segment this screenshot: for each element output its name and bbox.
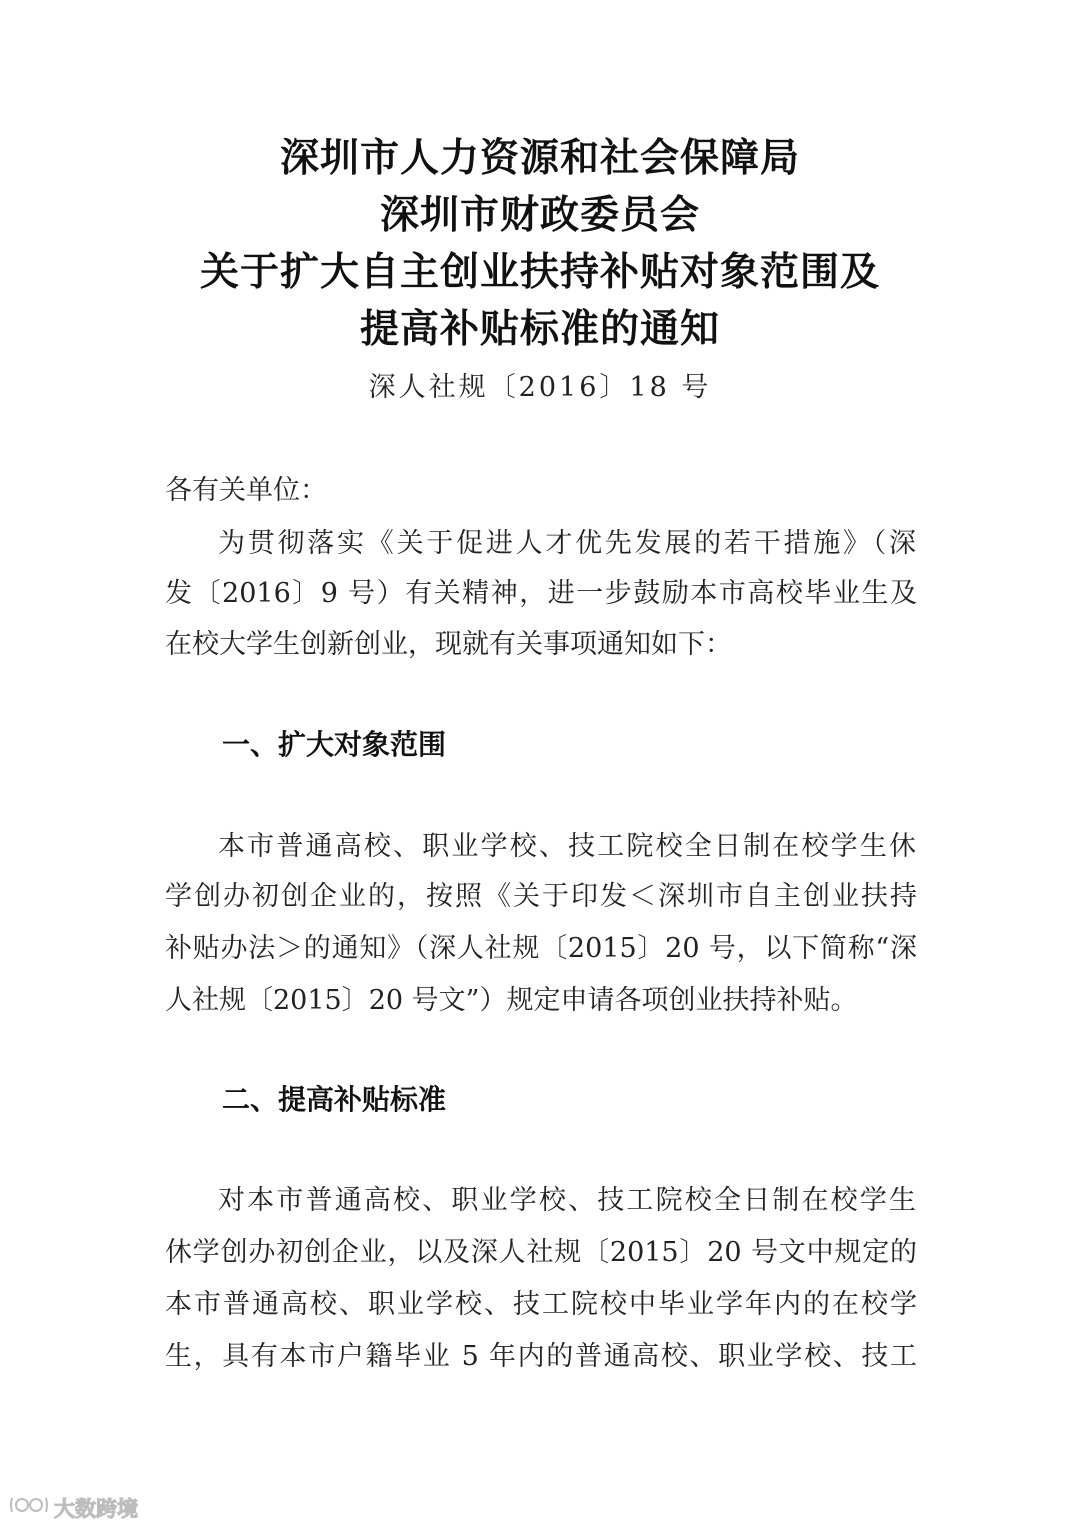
- title-line-1: 深圳市人力资源和社会保障局: [279, 136, 800, 181]
- title-line-2: 深圳市财政委员会: [379, 193, 700, 238]
- intro-line-3: 在校大学生创新创业，现就有关事项通知如下：: [165, 629, 732, 660]
- logo-icon: [8, 1492, 50, 1523]
- title-line-4: 提高补贴标准的通知: [359, 307, 720, 352]
- watermark-text: 大数跨境: [54, 1496, 138, 1521]
- section2-line-3: 本市普通高校、职业学校、技工院校中毕业学年内的在校学: [165, 1289, 917, 1320]
- section1-line-1: 本市普通高校、职业学校、技工院校全日制在校学生休: [218, 831, 916, 862]
- section1-line-2: 学创办初创企业的，按照《关于印发＜深圳市自主创业扶持: [165, 881, 917, 912]
- section2-line-1: 对本市普通高校、职业学校、技工院校全日制在校学生: [218, 1185, 916, 1216]
- title-line-3: 关于扩大自主创业扶持补贴对象范围及: [199, 250, 880, 295]
- section1-line-3: 补贴办法＞的通知》（深人社规〔2015〕20 号，以下简称“深: [165, 933, 917, 964]
- document-number: 深人社规〔2016〕18 号: [368, 372, 712, 403]
- intro-line-1: 为贯彻落实《关于促进人才优先发展的若干措施》（深: [218, 528, 916, 559]
- section2-line-2: 休学创办初创企业，以及深人社规〔2015〕20 号文中规定的: [165, 1237, 917, 1268]
- section1-line-4: 人社规〔2015〕20 号文”）规定申请各项创业扶持补贴。: [165, 985, 858, 1016]
- section-heading-2: 二、提高补贴标准: [222, 1083, 447, 1116]
- section-heading-1: 一、扩大对象范围: [222, 728, 447, 761]
- section2-line-4: 生，具有本市户籍毕业 5 年内的普通高校、职业学校、技工: [165, 1341, 917, 1372]
- intro-line-2: 发〔2016〕9 号）有关精神，进一步鼓励本市高校毕业生及: [165, 578, 917, 609]
- salutation: 各有关单位：: [165, 475, 327, 506]
- watermark: [8, 1492, 138, 1523]
